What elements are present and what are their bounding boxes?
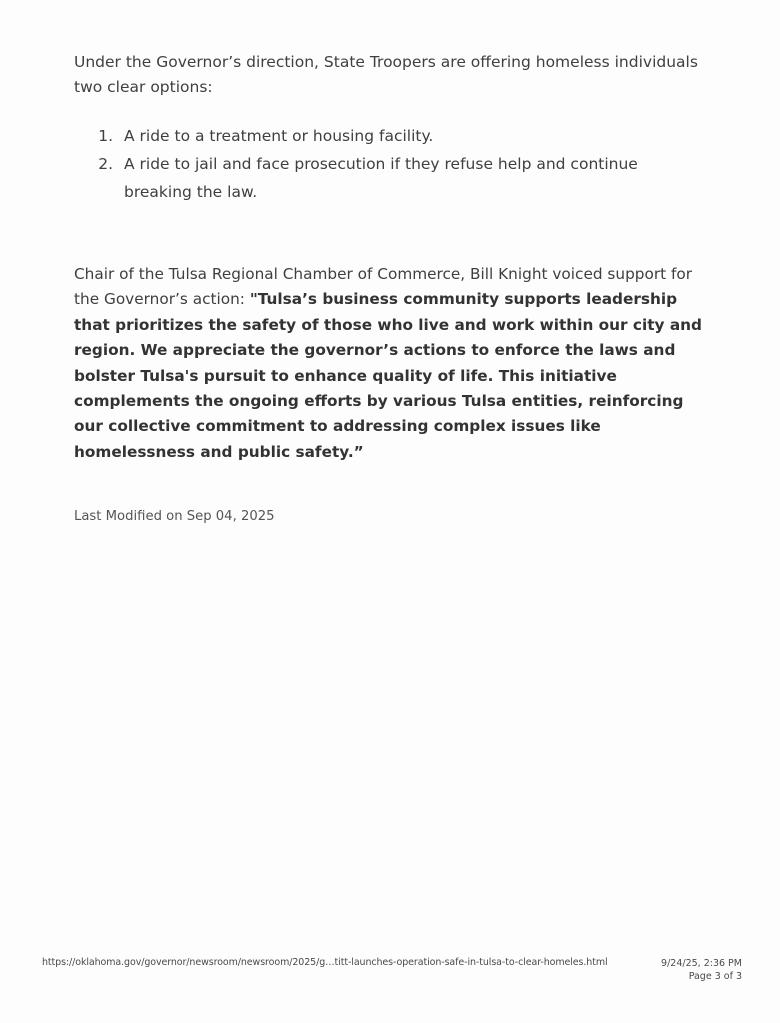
quote-text: "Tulsa’s business community supports leadership that prioritizes the safety of those who live and work within our city and region. We appreciate the governor’s actions to enforce the laws and bolster Tulsa's pursuit to enhance quality of life. This initiative complements the ongoing efforts by various Tulsa entities, reinforcing our collective commitment to addressing complex issues like homelessness and public safety.” [74, 290, 703, 461]
last-modified-text: Last Modified on Sep 04, 2025 [74, 509, 275, 525]
document-body [74, 50, 710, 540]
list-item: 2. A ride to jail and face prosecution if they refuse help and continue breaking the law. [118, 150, 710, 206]
footer-timestamp: 9/24/25, 2:36 PM [661, 958, 742, 969]
quote-paragraph [74, 262, 710, 465]
list-item: 1. A ride to a treatment or housing facility. [118, 122, 710, 150]
footer-page-number: Page 3 of 3 [688, 971, 742, 982]
footer-source-url: https://oklahoma.gov/governor/newsroom/newsroom/2025/g…titt-launches-operation-safe-in-tulsa-to-clear-homeles.html [42, 957, 608, 968]
quote-intro-text: Chair of the Tulsa Regional Chamber of Commerce, Bill Knight voiced support for the Governor’s action: [74, 265, 693, 309]
options-list [74, 122, 710, 206]
print-footer [0, 957, 780, 989]
intro-paragraph: Under the Governor’s direction, State Troopers are offering homeless individuals two clear options: [74, 53, 698, 96]
footer-meta [661, 957, 742, 983]
